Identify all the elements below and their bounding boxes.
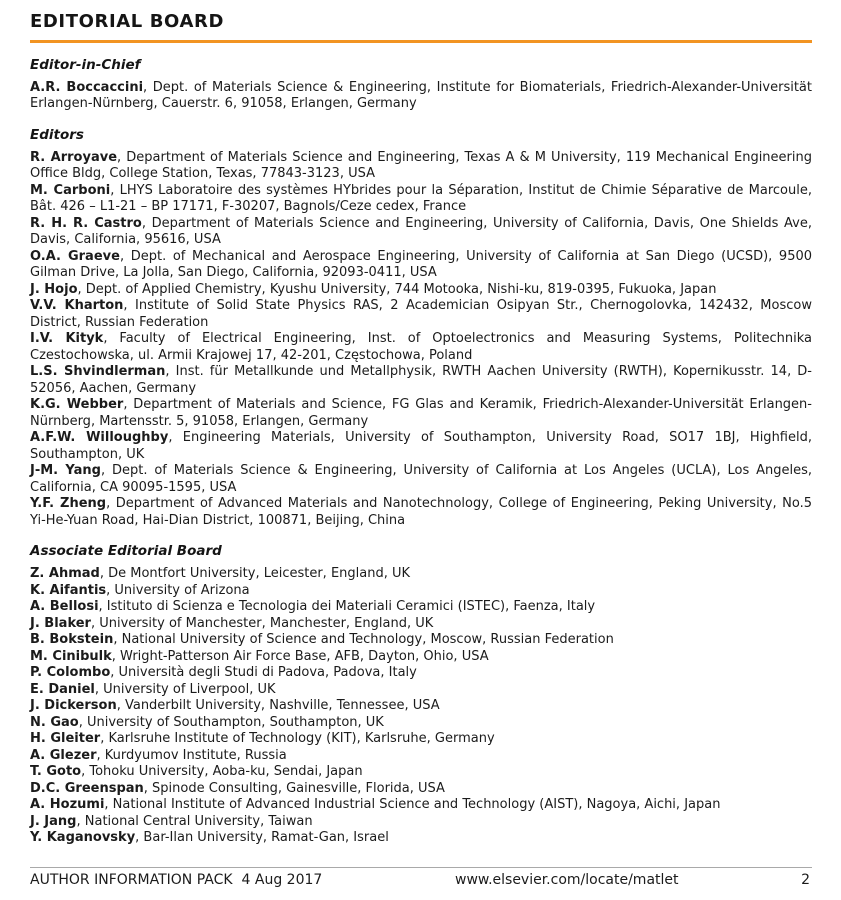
member-entry: [30, 183, 812, 216]
member-name: Z. Ahmad: [30, 566, 100, 582]
member-affiliation: , Istituto di Scienza e Tecnologia dei Materiali Ceramici (ISTEC), Faenza, Italy: [98, 599, 596, 615]
member-affiliation: , National Central University, Taiwan: [76, 813, 313, 829]
member-affiliation: , Università degli Studi di Padova, Padova, Italy: [110, 665, 417, 681]
member-entry: [30, 764, 812, 781]
member-affiliation: , Department of Materials Science and Engineering, University of California, Davis, One Shields Ave, Davis, California, 95616, USA: [30, 215, 812, 248]
member-name: A. Glezer: [30, 747, 97, 763]
member-entry: [30, 748, 812, 765]
member-name: J. Dickerson: [30, 698, 117, 714]
member-name: E. Daniel: [30, 681, 95, 697]
member-name: H. Gleiter: [30, 731, 101, 747]
board-sections: [30, 57, 812, 847]
member-name: R. H. R. Castro: [30, 215, 142, 231]
member-affiliation: , University of Liverpool, UK: [94, 681, 276, 697]
footer-journal-url[interactable]: www.elsevier.com/locate/matlet: [455, 872, 679, 888]
member-entry: [30, 814, 812, 831]
member-name: M. Carboni: [30, 182, 111, 198]
board-section: [30, 127, 812, 530]
member-affiliation: , Engineering Materials, University of Southampton, University Road, SO17 1BJ, Highfield, Southampton, UK: [30, 430, 812, 462]
member-affiliation: , National Institute of Advanced Industrial Science and Technology (AIST), Nagoya, Aichi, Japan: [104, 797, 721, 813]
member-name: A. Bellosi: [30, 599, 99, 615]
member-affiliation: , Institute of Solid State Physics RAS, 2 Academician Osipyan Str., Chernogolovka, 142432, Moscow District, Russian Federation: [30, 298, 812, 330]
page-title: EDITORIAL BOARD: [30, 11, 812, 43]
member-entry: [30, 682, 812, 699]
member-entry: [30, 430, 812, 463]
member-affiliation: , Bar-Ilan University, Ramat-Gan, Israel: [135, 830, 389, 846]
footer-pack-label: [30, 872, 322, 888]
member-entry: [30, 797, 812, 814]
member-name: K.G. Webber: [30, 397, 124, 413]
member-affiliation: , Dept. of Mechanical and Aerospace Engineering, University of California at San Diego (UCSD), 9500 Gilman Drive, La Jolla, San Diego, California, 92093-0411, USA: [30, 248, 813, 281]
member-entry: [30, 282, 812, 299]
member-entry: [30, 649, 812, 666]
section-heading: Associate Editorial Board: [30, 543, 222, 560]
member-entry: [30, 632, 812, 649]
member-entry: [30, 298, 812, 331]
section-heading: Editors: [30, 126, 84, 143]
page-footer: [30, 867, 812, 893]
member-entry: [30, 698, 812, 715]
member-affiliation: , Department of Materials Science and Engineering, Texas A & M University, 119 Mechanical Engineering Office Bldg, College Station, Texas, 77843-3123, USA: [30, 149, 812, 182]
member-entry: [30, 80, 812, 113]
member-entry: [30, 463, 812, 496]
member-name: O.A. Graeve: [30, 248, 120, 264]
member-name: N. Gao: [30, 714, 79, 730]
member-name: R. Arroyave: [30, 149, 118, 165]
member-entry: [30, 599, 812, 616]
member-name: M. Cinibulk: [30, 648, 112, 664]
member-affiliation: , Vanderbilt University, Nashville, Tennessee, USA: [116, 698, 440, 714]
member-entry: [30, 331, 812, 364]
member-entry: [30, 781, 812, 798]
member-name: A.F.W. Willoughby: [30, 430, 169, 446]
member-affiliation: , Dept. of Applied Chemistry, Kyushu University, 744 Motooka, Nishi-ku, 819-0395, Fukuoka, Japan: [77, 281, 717, 297]
member-entry: [30, 665, 812, 682]
member-entry: [30, 364, 812, 397]
member-entry: [30, 616, 812, 633]
member-name: T. Goto: [30, 764, 82, 780]
board-section: [30, 57, 812, 113]
member-affiliation: , Tohoku University, Aoba-ku, Sendai, Japan: [81, 764, 363, 780]
member-affiliation: , Department of Materials and Science, FG Glas and Keramik, Friedrich-Alexander-Universität Erlangen-Nürnberg, Martensstr. 5, 91058, Erlangen, Germany: [30, 397, 812, 429]
member-name: J-M. Yang: [30, 463, 101, 479]
member-name: A.R. Boccaccini: [30, 79, 144, 95]
member-name: B. Bokstein: [30, 632, 114, 648]
section-heading: Editor-in-Chief: [30, 56, 141, 73]
member-affiliation: , LHYS Laboratoire des systèmes HYbrides pour la Séparation, Institut de Chimie Séparative de Marcoule, Bât. 426 – L1-21 – BP 17171, F-30207, Bagnols/Ceze cedex, France: [30, 182, 812, 215]
footer-date: 4 Aug 2017: [241, 872, 323, 888]
member-affiliation: , Karlsruhe Institute of Technology (KIT), Karlsruhe, Germany: [100, 731, 495, 747]
member-entry: [30, 496, 812, 529]
member-entry: [30, 249, 812, 282]
member-affiliation: , University of Arizona: [106, 582, 250, 598]
member-entry: [30, 583, 812, 600]
member-name: V.V. Kharton: [30, 298, 124, 314]
member-affiliation: , Dept. of Materials Science & Engineering, Institute for Biomaterials, Friedrich-Alexander-Universität Erlangen-Nürnberg, Cauerstr. 6, 91058, Erlangen, Germany: [30, 79, 812, 112]
member-name: L.S. Shvindlerman: [30, 364, 166, 380]
member-affiliation: , Dept. of Materials Science & Engineering, University of California at Los Angeles (UCLA), Los Angeles, California, CA 90095-1595, USA: [30, 463, 812, 495]
member-entry: [30, 216, 812, 249]
member-name: Y. Kaganovsky: [30, 830, 136, 846]
member-entry: [30, 715, 812, 732]
member-name: Y.F. Zheng: [30, 496, 107, 512]
member-name: A. Hozumi: [30, 797, 105, 813]
member-name: J. Blaker: [30, 615, 91, 631]
footer-page-number: 2: [801, 872, 810, 888]
member-name: J. Jang: [30, 813, 77, 829]
member-entry: [30, 566, 812, 583]
member-affiliation: , Kurdyumov Institute, Russia: [96, 747, 287, 763]
member-affiliation: , Spinode Consulting, Gainesville, Florida, USA: [143, 780, 445, 796]
member-affiliation: , University of Southampton, Southampton, UK: [78, 714, 384, 730]
member-affiliation: , Department of Advanced Materials and Nanotechnology, College of Engineering, Peking University, No.5 Yi-He-Yuan Road, Hai-Dian District, 100871, Beijing, China: [30, 496, 812, 528]
member-name: P. Colombo: [30, 665, 111, 681]
member-entry: [30, 397, 812, 430]
member-entry: [30, 731, 812, 748]
member-affiliation: , Inst. für Metallkunde und Metallphysik, RWTH Aachen University (RWTH), Kopernikusstr. 14, D-52056, Aachen, Germany: [30, 364, 812, 396]
member-affiliation: , Wright-Patterson Air Force Base, AFB, Dayton, Ohio, USA: [111, 648, 489, 664]
author-pack-label: AUTHOR INFORMATION PACK: [30, 872, 233, 888]
member-affiliation: , De Montfort University, Leicester, England, UK: [99, 566, 411, 582]
member-name: J. Hojo: [30, 281, 78, 297]
board-section: [30, 543, 812, 847]
member-name: I.V. Kityk: [30, 331, 104, 347]
member-name: D.C. Greenspan: [30, 780, 144, 796]
member-affiliation: , National University of Science and Technology, Moscow, Russian Federation: [113, 632, 614, 648]
member-entry: [30, 830, 812, 847]
member-affiliation: , University of Manchester, Manchester, England, UK: [90, 615, 434, 631]
member-affiliation: , Faculty of Electrical Engineering, Inst. of Optoelectronics and Measuring Systems, Politechnika Czestochowska, ul. Armii Krajowej 17, 42-201, Częstochowa, Poland: [30, 331, 812, 363]
member-name: K. Aifantis: [30, 582, 107, 598]
member-entry: [30, 150, 812, 183]
